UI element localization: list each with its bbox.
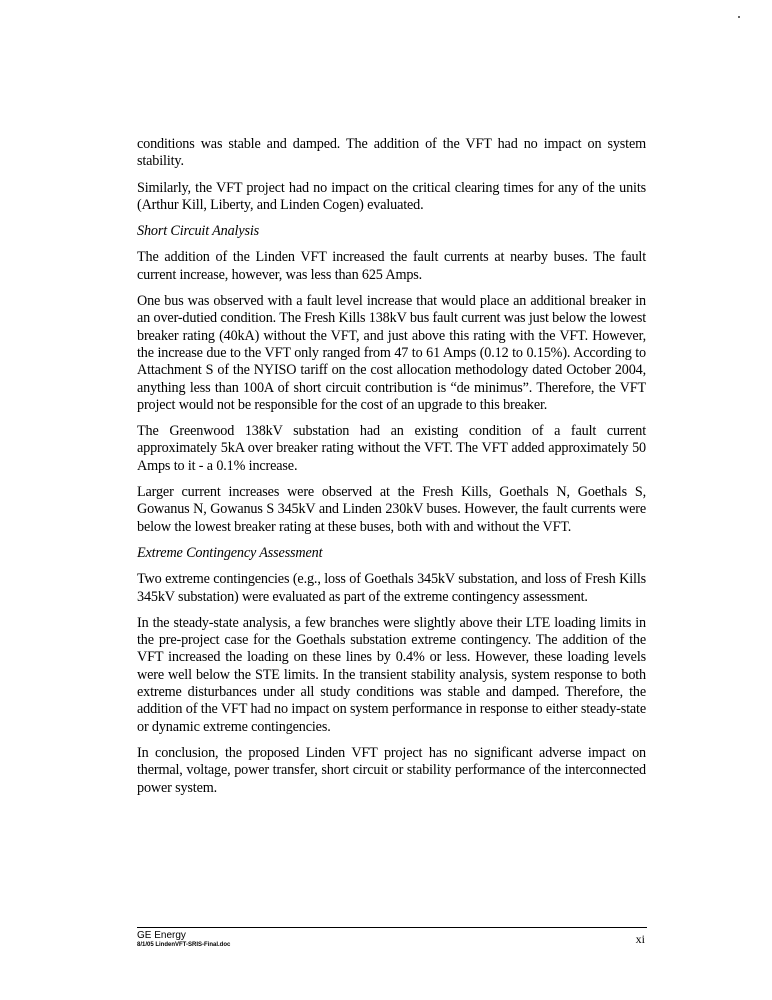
body-paragraph: Two extreme contingencies (e.g., loss of Goethals 345kV substation, and loss of Fresh Kills 345kV substation) were evaluated as part of the extreme contingency assessment. xyxy=(137,571,646,605)
page-speck xyxy=(738,16,740,18)
body-paragraph: One bus was observed with a fault level increase that would place an additional breaker in an over-dutied condition. The Fresh Kills 138kV bus fault current was just below the lowest breaker rating (40kA) without the VFT, and just above this rating with the VFT. However, the increase due to the VFT only ranged from 47 to 61 Amps (0.12 to 0.15%). According to Attachment S of the NYISO tariff on the cost allocation methodology dated October 2004, anything less than 100A of short circuit contribution is “de minimus”. Therefore, the VFT project would not be responsible for the cost of an upgrade to this breaker. xyxy=(137,293,646,413)
body-paragraph: Similarly, the VFT project had no impact on the critical clearing times for any of the units (Arthur Kill, Liberty, and Linden Cogen) evaluated. xyxy=(137,179,646,213)
footer-company: GE Energy xyxy=(137,930,186,941)
section-heading-extreme-contingency: Extreme Contingency Assessment xyxy=(137,544,323,561)
body-paragraph: In conclusion, the proposed Linden VFT project has no significant adverse impact on thermal, voltage, power transfer, short circuit or stability performance of the interconnected power system. xyxy=(137,744,646,796)
footer-info xyxy=(137,930,230,949)
footer-filename: 8/1/05 LindenVFT-SRIS-Final.doc xyxy=(137,942,231,948)
page-footer xyxy=(137,927,647,948)
body-paragraph: In the steady-state analysis, a few branches were slightly above their LTE loading limits in the pre-project case for the Goethals substation extreme contingency. The addition of the VFT increased the loading on these lines by 0.4% or less. However, these loading levels were well below the STE limits. In the transient stability analysis, system response to both extreme disturbances under all study conditions was stable and damped. Therefore, the addition of the VFT had no impact on system performance in response to either steady-state or dynamic extreme contingencies. xyxy=(137,614,646,735)
section-heading-short-circuit: Short Circuit Analysis xyxy=(137,223,260,240)
body-paragraph: Larger current increases were observed at the Fresh Kills, Goethals N, Goethals S, Gowanus N, Gowanus S 345kV and Linden 230kV buses. However, the fault currents were below the lowest breaker rating at these buses, both with and without the VFT. xyxy=(137,484,646,535)
page-number: xi xyxy=(635,932,645,946)
body-paragraph: conditions was stable and damped. The addition of the VFT had no impact on system stability. xyxy=(137,136,646,170)
body-paragraph: The addition of the Linden VFT increased the fault currents at nearby buses. The fault current increase, however, was less than 625 Amps. xyxy=(137,249,646,283)
body-paragraph: The Greenwood 138kV substation had an existing condition of a fault current approximately 5kA over breaker rating without the VFT. The VFT added approximately 50 Amps to it - a 0.1% increase. xyxy=(137,423,646,474)
document-body xyxy=(137,136,646,806)
